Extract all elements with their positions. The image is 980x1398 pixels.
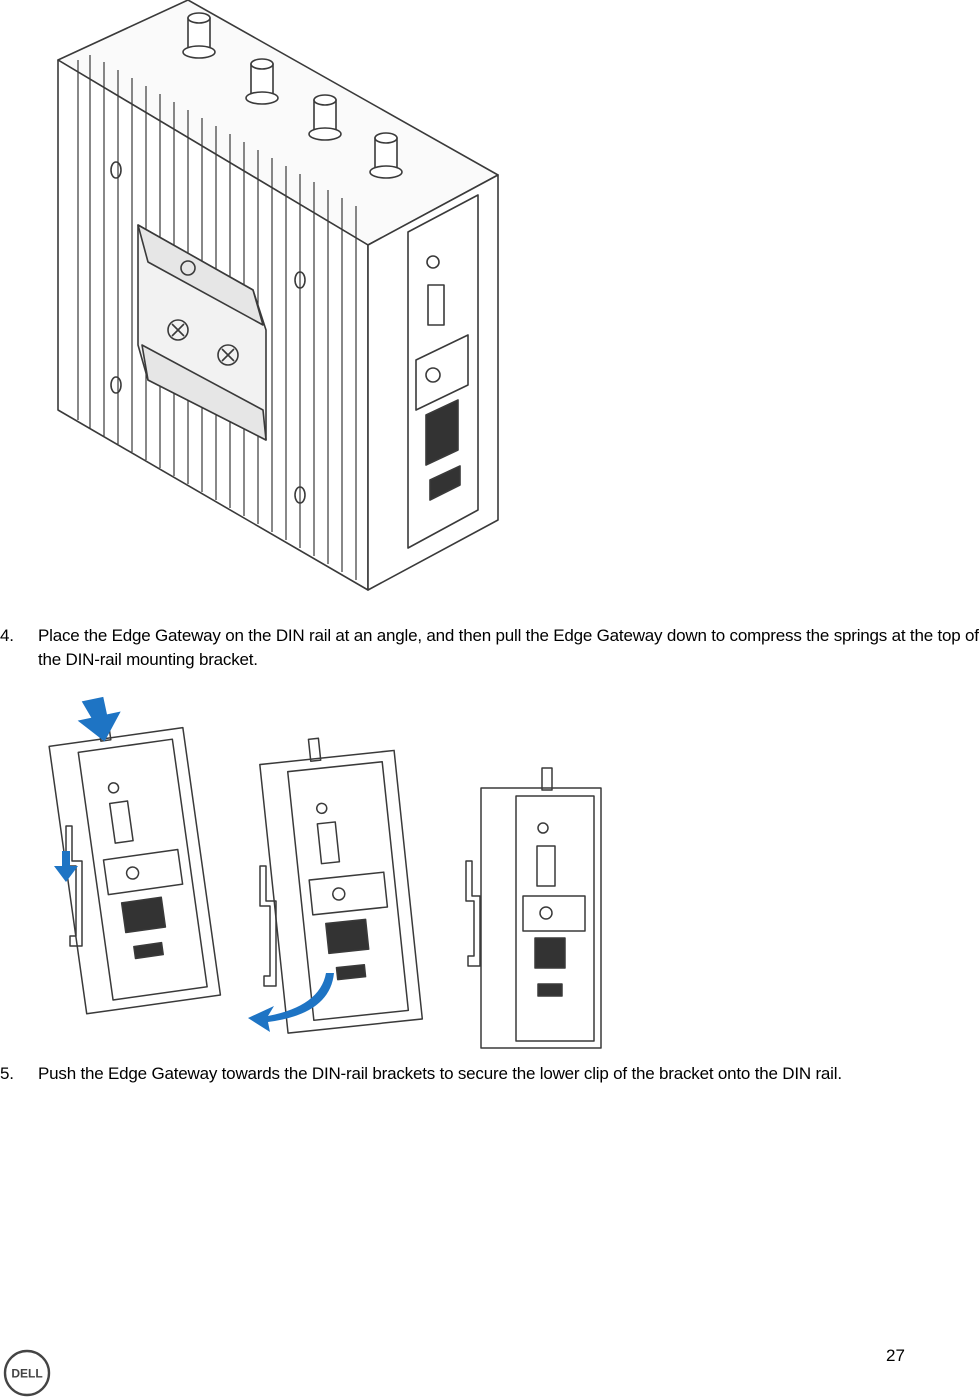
gateway-bracket-illustration: [38, 0, 504, 612]
dell-logo-text: DELL: [11, 1366, 43, 1381]
instruction-step: [0, 624, 980, 674]
din-rail-mounting-sequence-illustration: [38, 676, 604, 1056]
step-number: 4.: [0, 626, 14, 645]
page-number: 27: [886, 1346, 905, 1365]
step-text: Push the Edge Gateway towards the DIN-rail brackets to secure the lower clip of the bracket onto the DIN rail.: [38, 1064, 842, 1083]
step-text: Place the Edge Gateway on the DIN rail at an angle, and then pull the Edge Gateway down to compress the springs at the top of the DIN-rail mounting bracket.: [38, 626, 979, 669]
instruction-step: [0, 1062, 980, 1088]
stage-two-gateway: [258, 731, 423, 1034]
dell-logo-icon: [2, 1348, 52, 1398]
step-number: 5.: [0, 1064, 14, 1083]
stage-three-gateway: [481, 768, 601, 1048]
rail-clip-three: [466, 861, 480, 966]
